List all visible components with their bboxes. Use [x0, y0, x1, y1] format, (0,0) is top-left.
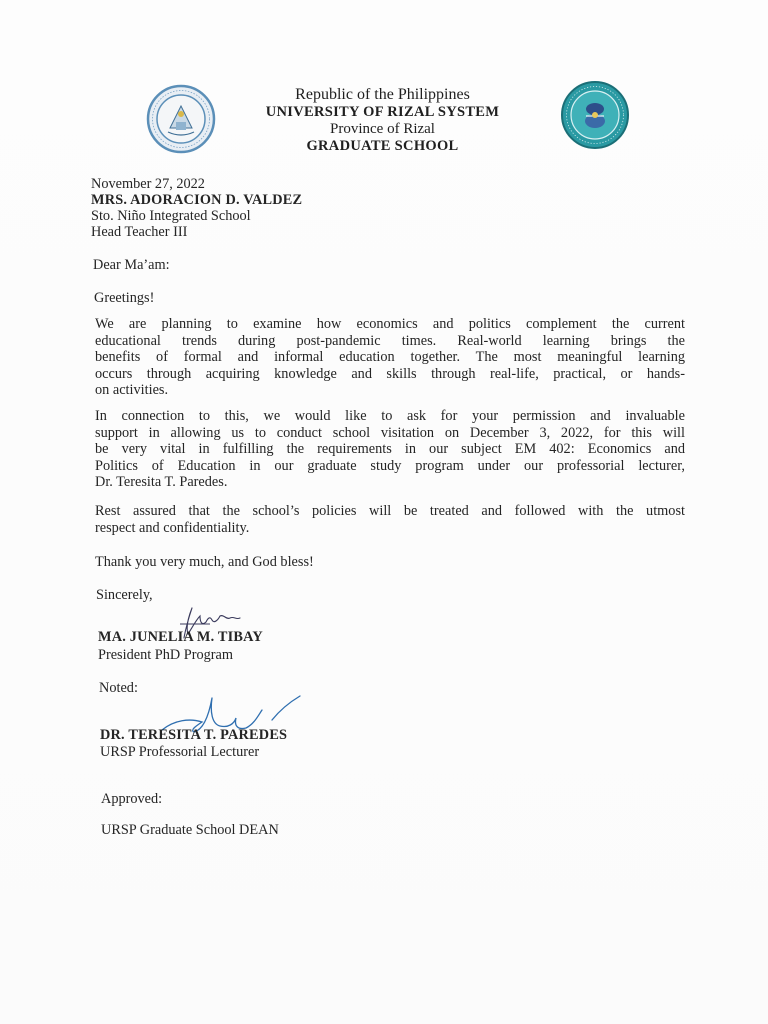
paragraph-line: occurs through acquiring knowledge and skills through real-life, practical, or hands- — [95, 365, 685, 382]
paragraph-line: In connection to this, we would like to ask for your permission and invaluable — [95, 408, 685, 424]
paragraph-line: educational trends during post-pandemic times. Real-world learning brings the — [95, 332, 685, 349]
paragraph-line: be very vital in fulfilling the requirements in our subject EM 402: Economics and — [95, 441, 685, 458]
university-of-rizal-system-seal-icon — [146, 84, 216, 154]
approved-label: Approved: — [101, 791, 163, 807]
signatory-1-title: President PhD Program — [98, 647, 234, 663]
salutation: Dear Ma’am: — [93, 257, 170, 273]
recipient-school: Sto. Niño Integrated School — [91, 208, 251, 224]
paragraph-line: Rest assured that the school’s policies will be treated and followed with the utmost — [95, 503, 685, 519]
paragraph-line: Dr. Teresita T. Paredes. — [95, 474, 228, 491]
letter-date: November 27, 2022 — [91, 176, 205, 192]
paragraph-assurance — [95, 503, 685, 536]
paragraph-line: benefits of formal and informal education together. The most meaningful learning — [95, 349, 685, 366]
letterhead-university: UNIVERSITY OF RIZAL SYSTEM — [265, 104, 500, 120]
approver-title: URSP Graduate School DEAN — [101, 822, 279, 838]
noted-label: Noted: — [99, 680, 138, 696]
letterhead-republic: Republic of the Philippines — [295, 86, 470, 103]
paragraph-purpose — [95, 316, 685, 399]
letterhead-graduate-school: GRADUATE SCHOOL — [306, 138, 459, 154]
greeting: Greetings! — [94, 290, 155, 306]
recipient-name: MRS. ADORACION D. VALDEZ — [91, 192, 303, 208]
paragraph-line: support in allowing us to conduct school visitation on December 3, 2022, for this will — [95, 424, 685, 441]
recipient-position: Head Teacher III — [91, 224, 188, 240]
signatory-2-title: URSP Professorial Lecturer — [100, 744, 260, 760]
graduate-school-seal-icon — [560, 80, 630, 150]
letterhead-province: Province of Rizal — [330, 121, 435, 137]
paragraph-line: We are planning to examine how economics and politics complement the current — [95, 316, 685, 332]
signatory-1-name: MA. JUNELIA M. TIBAY — [98, 629, 263, 645]
paragraph-line: Politics of Education in our graduate study program under our professorial lecturer, — [95, 457, 685, 474]
thanks-line: Thank you very much, and God bless! — [95, 554, 314, 570]
paragraph-request — [95, 408, 685, 491]
paragraph-line: respect and confidentiality. — [95, 519, 250, 536]
paragraph-line: on activities. — [95, 382, 169, 399]
signatory-2-name: DR. TERESITA T. PAREDES — [100, 727, 288, 743]
closing: Sincerely, — [96, 587, 153, 603]
